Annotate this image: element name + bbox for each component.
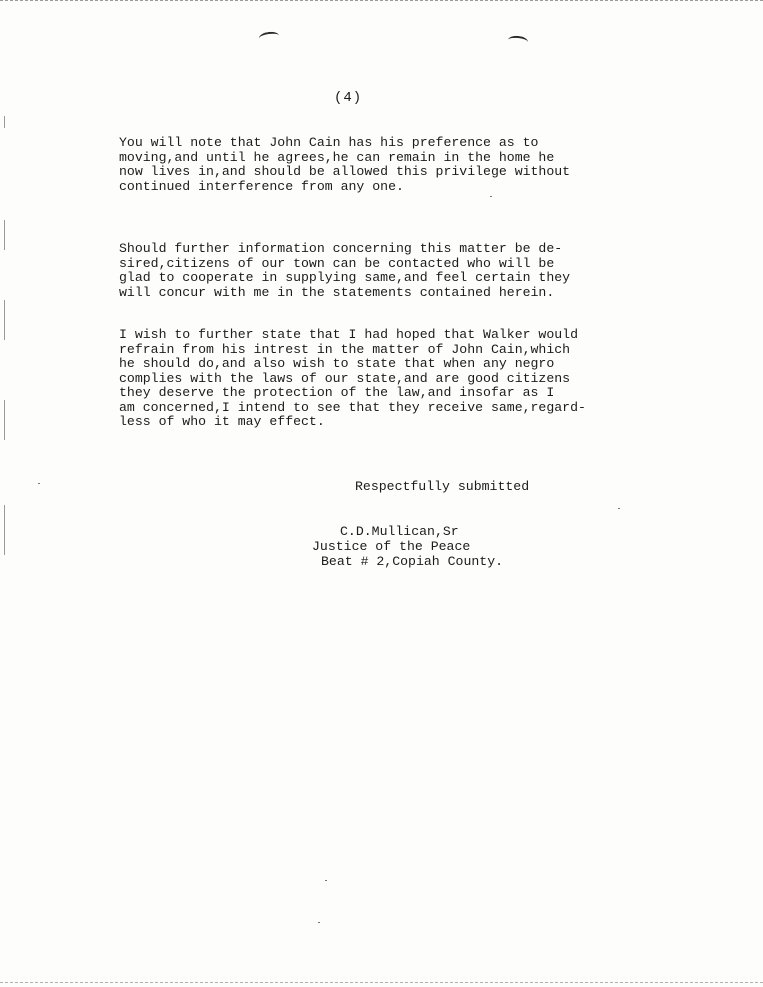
closing-line: Respectfully submitted xyxy=(355,479,530,494)
paragraph-further-statement: I wish to further state that I had hoped that Walker would refrain from his intrest in the matter of John Cain,which he should do,and also wish to state that when any negro complies with the laws of our state,and are good citizens they deserve the protection of the law,and insofar as I am concerned,I intend to see that they receive same,regard- less of who it may effect. xyxy=(119,327,586,429)
page-bottom-edge xyxy=(0,982,763,983)
margin-marks xyxy=(4,110,8,590)
margin-mark xyxy=(4,116,5,128)
page-top-edge xyxy=(0,0,763,1)
margin-mark xyxy=(4,300,5,340)
signer-jurisdiction: Beat # 2,Copiah County. xyxy=(321,554,504,569)
signature-block xyxy=(312,524,503,569)
margin-mark xyxy=(4,400,5,440)
margin-mark xyxy=(4,220,5,250)
scan-speck xyxy=(38,483,40,484)
scan-speck xyxy=(325,880,327,881)
scan-speck xyxy=(618,508,620,509)
scan-speck xyxy=(490,196,492,197)
signer-title: Justice of the Peace xyxy=(312,539,471,554)
paragraph-cain-preference: You will note that John Cain has his preference as to moving,and until he agrees,he can remain in the home he now lives in,and should be allowed this privilege without continued interference from any one. xyxy=(119,135,571,194)
margin-mark xyxy=(4,505,5,555)
page-number: (4) xyxy=(334,90,363,106)
scan-speck xyxy=(318,922,320,923)
signer-name: C.D.Mullican,Sr xyxy=(340,524,459,539)
staple-mark-right xyxy=(508,35,529,47)
staple-mark-left xyxy=(258,31,279,44)
paragraph-further-information: Should further information concerning this matter be de- sired,citizens of our town can be contacted who will be glad to cooperate in supplying same,and feel certain they will concur with me in the statements contained herein. xyxy=(119,241,571,300)
